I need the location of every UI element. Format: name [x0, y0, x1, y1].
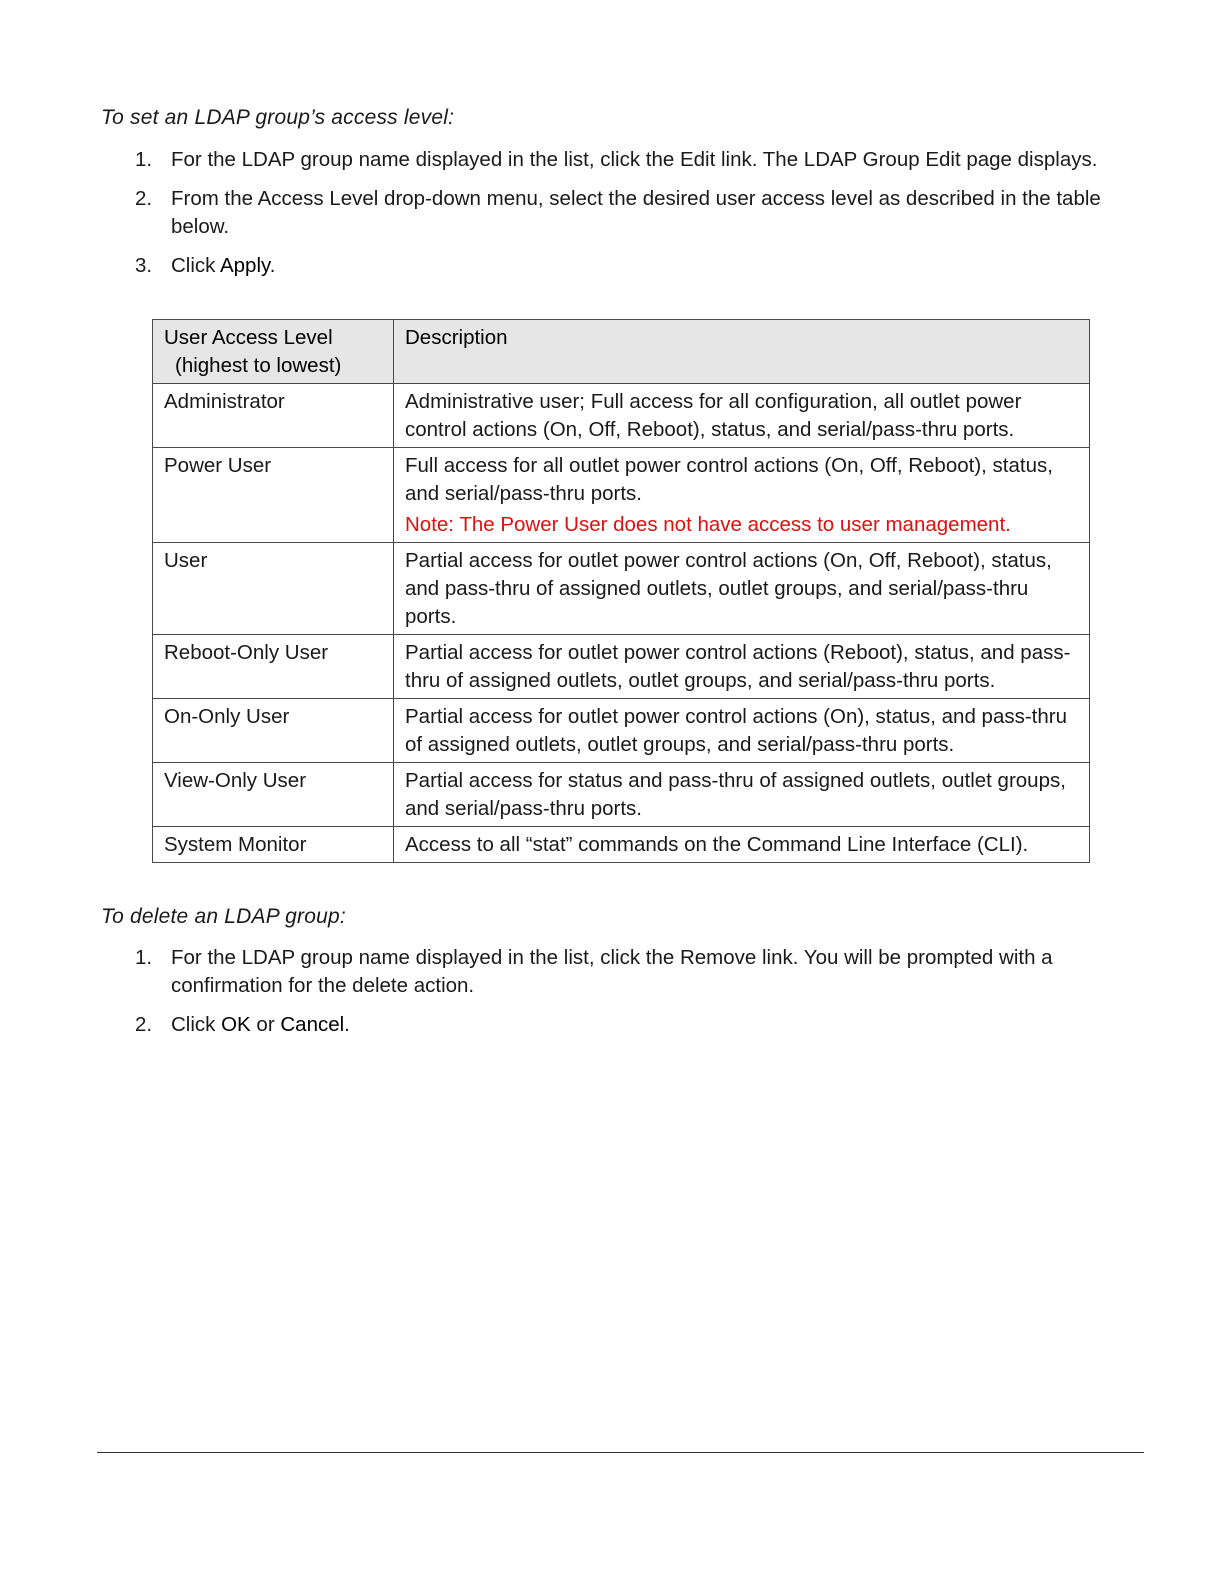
- cell-level: User: [153, 543, 394, 635]
- header-level-line1: User Access Level: [164, 326, 333, 349]
- step-text-prefix: Click: [171, 1013, 222, 1036]
- table-row: [153, 699, 1090, 763]
- delete-group-steps: [135, 944, 1125, 1050]
- step-text-suffix: .: [344, 1013, 350, 1036]
- section-heading-delete-group: To delete an LDAP group:: [101, 905, 346, 928]
- cell-level: View-Only User: [153, 763, 394, 827]
- note-text: The Power User does not have access to user management.: [454, 513, 1011, 536]
- table-row: [153, 635, 1090, 699]
- step-text: For the LDAP group name displayed in the list, click the Remove link. You will be prompted with a confirmation for the delete action.: [171, 946, 1053, 997]
- step-text-middle: or: [250, 1013, 281, 1036]
- step-text: For the LDAP group name displayed in the list, click the Edit link. The LDAP Group Edit page displays.: [171, 148, 1098, 171]
- cell-description: Partial access for outlet power control actions (On, Off, Reboot), status, and pass-thru of assigned outlets, outlet groups, and serial/pass-thru ports.: [394, 543, 1090, 635]
- header-user-access-level: [153, 320, 394, 384]
- table-row: [153, 448, 1090, 543]
- step-text-suffix: .: [269, 254, 276, 277]
- cell-description: Access to all “stat” commands on the Command Line Interface (CLI).: [394, 827, 1090, 863]
- step-number: 2.: [135, 187, 153, 210]
- cell-description: Partial access for outlet power control actions (On), status, and pass-thru of assigned outlets, outlet groups, and serial/pass-thru ports.: [394, 699, 1090, 763]
- ok-keyword: OK: [221, 1013, 251, 1036]
- footer-divider: [97, 1452, 1144, 1453]
- description-text: Full access for all outlet power control actions (On, Off, Reboot), status, and serial/pass-thru ports.: [405, 454, 1053, 505]
- section-heading-set-access-level: To set an LDAP group’s access level:: [101, 106, 455, 129]
- table-header-row: [153, 320, 1090, 384]
- access-level-table: [152, 319, 1090, 863]
- step-text: [171, 1011, 1125, 1039]
- table-row: [153, 543, 1090, 635]
- step-number: 2.: [135, 1013, 153, 1036]
- table-row: [153, 763, 1090, 827]
- step-item: [135, 252, 1125, 280]
- table-row: [153, 384, 1090, 448]
- power-user-note: [405, 511, 1078, 539]
- step-item: [135, 146, 1125, 174]
- step-text: [171, 252, 1125, 280]
- step-number: 1.: [135, 946, 153, 969]
- header-description: Description: [394, 320, 1090, 384]
- cell-description: [394, 448, 1090, 543]
- set-access-level-steps: [135, 146, 1125, 291]
- note-label: Note:: [405, 513, 454, 536]
- step-number: 3.: [135, 254, 153, 277]
- cell-level: Reboot-Only User: [153, 635, 394, 699]
- header-level-line2: (highest to lowest): [175, 354, 342, 377]
- table-row: [153, 827, 1090, 863]
- cell-level: System Monitor: [153, 827, 394, 863]
- cell-level: Administrator: [153, 384, 394, 448]
- step-item: [135, 1011, 1125, 1039]
- cell-description: Partial access for outlet power control actions (Reboot), status, and pass-thru of assigned outlets, outlet groups, and serial/pass-thru ports.: [394, 635, 1090, 699]
- cell-description: Administrative user; Full access for all configuration, all outlet power control actions (On, Off, Reboot), status, and serial/pass-thru ports.: [394, 384, 1090, 448]
- cell-level: Power User: [153, 448, 394, 543]
- step-item: [135, 944, 1125, 1000]
- cell-description: Partial access for status and pass-thru of assigned outlets, outlet groups, and serial/pass-thru ports.: [394, 763, 1090, 827]
- step-item: [135, 185, 1125, 241]
- cell-level: On-Only User: [153, 699, 394, 763]
- cancel-keyword: Cancel: [280, 1013, 345, 1036]
- apply-keyword: Apply: [219, 254, 270, 277]
- step-text-prefix: Click: [171, 254, 220, 277]
- step-text: From the Access Level drop-down menu, select the desired user access level as described in the table below.: [171, 187, 1101, 238]
- step-number: 1.: [135, 148, 153, 171]
